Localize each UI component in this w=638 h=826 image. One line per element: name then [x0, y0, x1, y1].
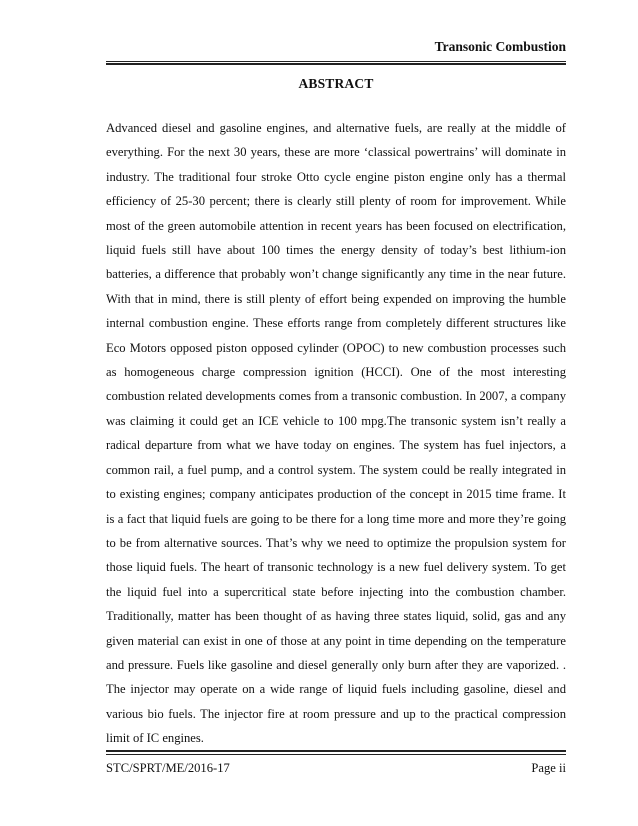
footer-document-code: STC/SPRT/ME/2016-17 [106, 761, 230, 775]
running-header-title: Transonic Combustion [434, 39, 566, 54]
header-divider-thick [106, 63, 566, 65]
footer-divider-thick [106, 750, 566, 752]
section-heading: ABSTRACT [298, 76, 374, 91]
abstract-paragraph: Advanced diesel and gasoline engines, and alternative fuels, are really at the middle of everything. For the next 30 years, these are more ‘classical powertrains’ will dominate in industry. The traditional four stroke Otto cycle engine piston engine only has a thermal efficiency of 25-30 percent; there is clearly still plenty of room for improvement. While most of the green automobile attention in recent years has been focused on electrification, liquid fuels still have about 100 times the energy density of today’s best lithium-ion batteries, a difference that probably won’t change significantly any time in the near future. With that in mind, there is still plenty of effort being expended on improving the humble internal combustion engine. These efforts range from completely different structures like Eco Motors opposed piston opposed cylinder (OPOC) to new combustion processes such as homogeneous charge compression ignition (HCCI). One of the most interesting combustion related developments comes from a transonic combustion. In 2007, a company was claiming it could get an ICE vehicle to 100 mpg.The transonic system isn’t really a radical departure from what we have today on engines. The system has fuel injectors, a common rail, a fuel pump, and a control system. The system could be really integrated in to existing engines; company anticipates production of the concept in 2015 time frame. It is a fact that liquid fuels are going to be there for a long time more and more they’re going to be from alternative sources. That’s why we need to optimize the propulsion system for those liquid fuels. The heart of transonic technology is a new fuel delivery system. To get the liquid fuel into a supercritical state before injecting into the combustion chamber. Traditionally, matter has been thought of as having three states liquid, solid, gas and any given material can exist in one of those at any point in time depending on the temperature and pressure. Fuels like gasoline and diesel generally only burn after they are vaporized. . The injector may operate on a wide range of liquid fuels including gasoline, diesel and various bio fuels. The injector fire at room pressure and up to the practical compression limit of IC engines. [106, 121, 566, 746]
footer-divider-thin [106, 754, 566, 755]
footer-page-number: Page ii [531, 761, 566, 775]
header-divider-thin [106, 61, 566, 62]
